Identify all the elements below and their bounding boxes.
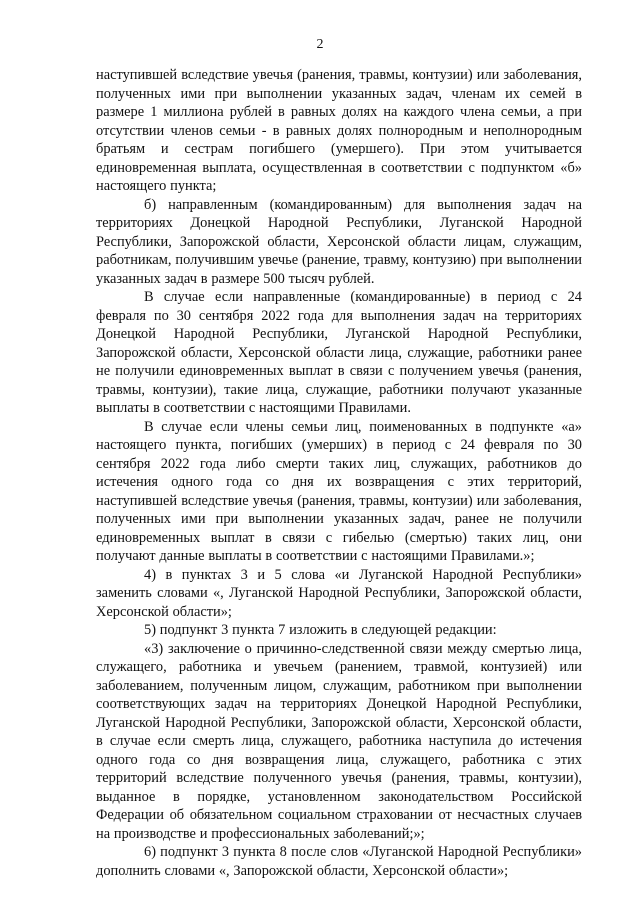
paragraph-subitem-b: б) направленным (командированным) для выполнения задач на территориях Донецкой Народной Республики, Луганской Народной Республики, Запорожской области, Херсонской области лицам, служащим, работникам, получившим увечье (ранение, травму, контузию) при выполнении указанных задач в размере 500 тысяч рублей. <box>96 196 582 287</box>
paragraph-item-4: 4) в пунктах 3 и 5 слова «и Луганской Народной Республики» заменить словами «, Луганской Народной Республики, Запорожской области, Херсонской области»; <box>96 566 582 620</box>
paragraph-continuation: наступившей вследствие увечья (ранения, травмы, контузии) или заболевания, полученных ими при выполнении указанных задач, членам их семей в размере 1 миллиона рублей в равных долях на каждого члена семьи, а при отсутствии членов семьи - в равных долях полнородным и неполнородным братьям и сестрам погибшего (умершего). При этом учитывается единовременная выплата, осуществленная в соответствии с подпунктом «б» настоящего пункта; <box>96 67 582 194</box>
paragraph-item-6: 6) подпункт 3 пункта 8 после слов «Луганской Народной Республики» дополнить словами «, Запорожской области, Херсонской области»; <box>96 844 582 879</box>
paragraph-item-5: 5) подпункт 3 пункта 7 изложить в следующей редакции: <box>144 622 497 638</box>
paragraph-injury-payments: В случае если направленные (командированные) в период с 24 февраля по 30 сентября 2022 года для выполнения задач на территориях Донецкой Народной Республики, Луганской Народной Республики, Запорожской области, Херсонской области лица, служащие, работники ранее не получили единовременных выплат в связи с получением увечья (ранения, травмы, контузии), такие лица, служащие, работники получают указанные выплаты в соответствии с настоящими Правилами. <box>96 289 582 416</box>
document-body <box>96 66 582 880</box>
paragraph-family-payments: В случае если члены семьи лиц, поименованных в подпункте «а» настоящего пункта, погибших (умерших) в период с 24 февраля по 30 сентября 2022 года либо смерти таких лиц, служащих, работников до истечения одного года со дня их возвращения с этих территорий, наступившей вследствие увечья (ранения, травмы, контузии) или заболевания, полученных ими при выполнении указанных задач, ранее не получили единовременных выплат в связи с гибелью (смертью) таких лиц, они получают данные выплаты в соответствии с настоящими Правилами.»; <box>96 418 582 564</box>
paragraph-quoted-subitem-3: «3) заключение о причинно-следственной связи между смертью лица, служащего, работника и увечьем (ранением, травмой, контузией) или заболеванием, полученным лицом, служащим, работником при выполнении соответствующих задач на территориях Донецкой Народной Республики, Луганской Народной Республики, Запорожской области, Херсонской области, в случае если смерть лица, служащего, работника наступила до истечения одного года со дня возвращения лица, служащего, работника с этих территорий вследствие полученного увечья (ранения, травмы, контузии), выданное в порядке, установленном законодательством Российской Федерации об обязательном социальном страховании от несчастных случаев на производстве и профессиональных заболеваний;»; <box>96 640 582 842</box>
page-number: 2 <box>316 37 324 52</box>
